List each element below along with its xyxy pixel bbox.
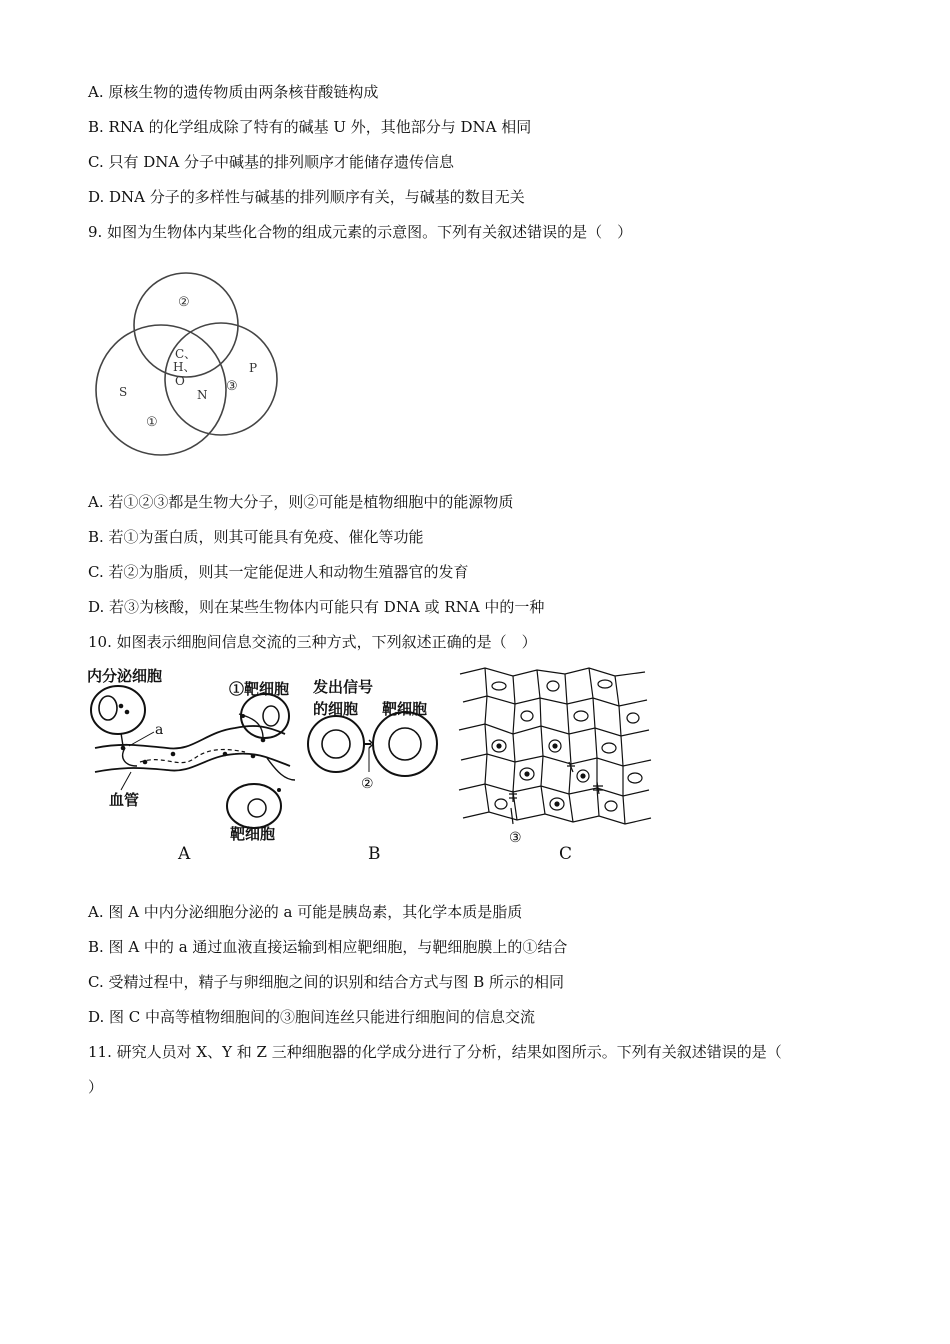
panel-b bbox=[308, 678, 437, 864]
q9-option-a: A. 若①②③都是生物大分子，则②可能是植物细胞中的能源物质 bbox=[88, 493, 514, 511]
q9-stem: 9. 如图为生物体内某些化合物的组成元素的示意图。下列有关叙述错误的是（ ） bbox=[88, 223, 633, 241]
circle-3-label: ③ bbox=[226, 379, 238, 394]
q10-option-b: B. 图 A 中的 a 通过血液直接运输到相应靶细胞，与靶细胞膜上的①结合 bbox=[88, 938, 568, 956]
signal-cell-label-1: 发出信号 bbox=[313, 678, 374, 696]
target-cell-2-label: 靶细胞 bbox=[230, 825, 276, 843]
target-cell-1 bbox=[241, 694, 289, 738]
panel-a-label: A bbox=[178, 844, 191, 864]
q10-option-d: D. 图 C 中高等植物细胞间的③胞间连丝只能进行细胞间的信息交流 bbox=[88, 1008, 536, 1026]
signal-a-label: a bbox=[155, 722, 164, 738]
b-target-cell bbox=[373, 712, 437, 776]
panel-c bbox=[459, 668, 651, 824]
endocrine-nucleus bbox=[99, 696, 117, 720]
circle-1-label: ① bbox=[146, 415, 158, 430]
c-mark-3: ③ bbox=[509, 830, 522, 846]
q11-stem-line-2: ） bbox=[88, 1078, 104, 1096]
vessel-label: 血管 bbox=[109, 791, 140, 809]
target-cell-1-label: ①靶细胞 bbox=[229, 680, 290, 698]
q9-venn-diagram bbox=[85, 258, 285, 458]
q11-stem-line-1: 11. 研究人员对 X、Y 和 Z 三种细胞器的化学成分进行了分析，结果如图所示。下列有关叙述错误的是（ bbox=[88, 1043, 782, 1061]
panel-b-label: B bbox=[368, 844, 381, 864]
q10-cell-communication-figure bbox=[85, 662, 660, 867]
b-target-label: 靶细胞 bbox=[382, 700, 428, 718]
panel-c-label: C bbox=[559, 844, 573, 864]
blood-vessel-lower bbox=[95, 754, 290, 772]
q9-option-c: C. 若②为脂质，则其一定能促进人和动物生殖器官的发育 bbox=[88, 563, 469, 581]
element-s: S bbox=[119, 385, 128, 399]
element-n: N bbox=[197, 388, 208, 402]
endocrine-cell-label: 内分泌细胞 bbox=[87, 667, 163, 685]
q8-option-c: C. 只有 DNA 分子中碱基的排列顺序才能储存遗传信息 bbox=[88, 153, 455, 171]
q9-option-b: B. 若①为蛋白质，则其可能具有免疫、催化等功能 bbox=[88, 528, 424, 546]
signal-cell-label-2: 的细胞 bbox=[313, 700, 359, 718]
q10-option-c: C. 受精过程中，精子与卵细胞之间的识别和结合方式与图 B 所示的相同 bbox=[88, 973, 565, 991]
b-mark-2: ② bbox=[361, 776, 374, 792]
signal-cell bbox=[308, 716, 364, 772]
q9-option-d: D. 若③为核酸，则在某些生物体内可能只有 DNA 或 RNA 中的一种 bbox=[88, 598, 545, 616]
center-label-h: H、 bbox=[173, 360, 196, 374]
center-label-o: O bbox=[175, 374, 185, 388]
q10-stem: 10. 如图表示细胞间信息交流的三种方式，下列叙述正确的是（ ） bbox=[88, 633, 537, 651]
panel-a bbox=[87, 667, 295, 864]
q8-option-b: B. RNA 的化学组成除了特有的碱基 U 外，其他部分与 DNA 相同 bbox=[88, 118, 532, 136]
q10-option-a: A. 图 A 中内分泌细胞分泌的 a 可能是胰岛素，其化学本质是脂质 bbox=[88, 903, 523, 921]
element-p: P bbox=[249, 361, 258, 375]
center-label-c: C、 bbox=[175, 347, 197, 361]
circle-2-label: ② bbox=[178, 295, 190, 310]
q8-option-d: D. DNA 分子的多样性与碱基的排列顺序有关，与碱基的数目无关 bbox=[88, 188, 525, 206]
target-cell-2 bbox=[227, 784, 281, 828]
q8-option-a: A. 原核生物的遗传物质由两条核苷酸链构成 bbox=[88, 83, 379, 101]
